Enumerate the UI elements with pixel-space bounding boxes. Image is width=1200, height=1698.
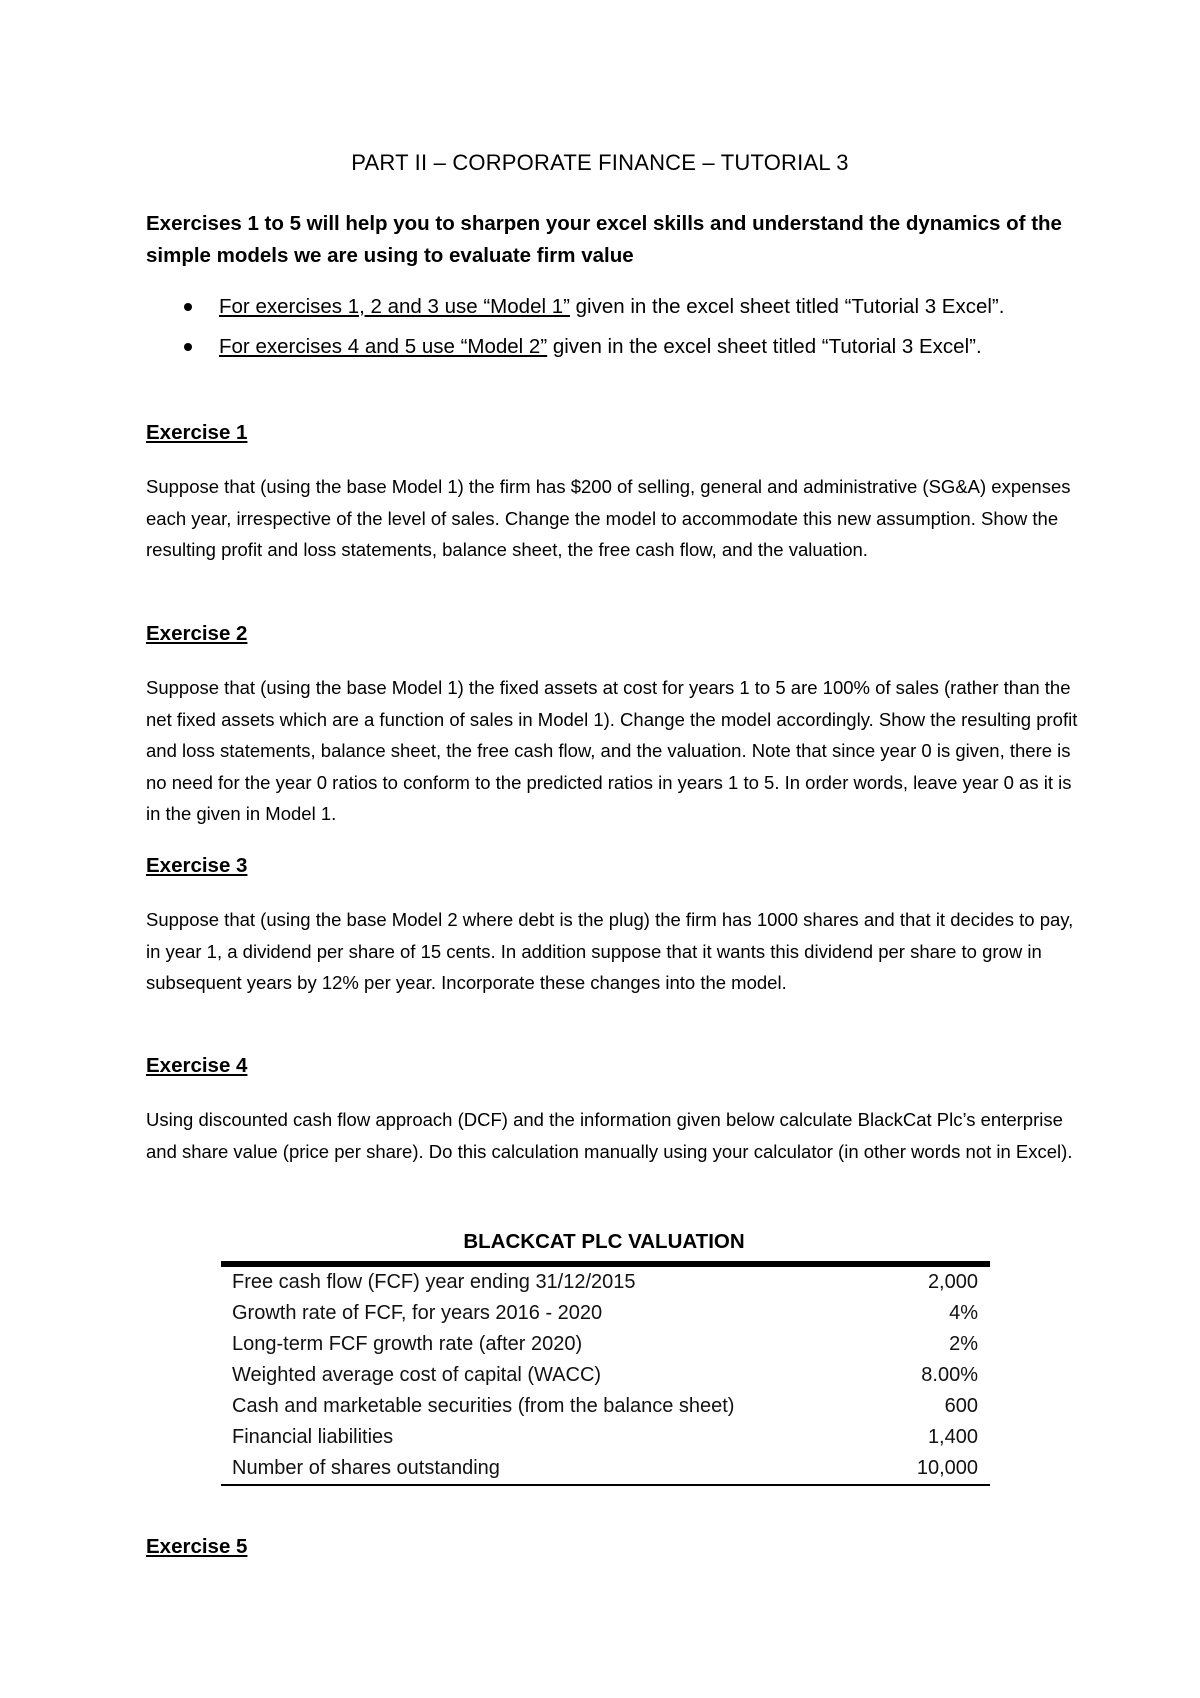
- instruction-list: [146, 291, 1076, 371]
- table-row: [221, 1267, 990, 1298]
- table-row: [221, 1391, 990, 1422]
- row-label: Number of shares outstanding: [232, 1457, 500, 1479]
- exercise-5-heading: Exercise 5: [146, 1535, 248, 1558]
- bullet-icon: [184, 303, 192, 311]
- row-value: 4%: [949, 1302, 978, 1324]
- row-value: 600: [944, 1395, 978, 1417]
- instruction-underlined: For exercises 1, 2 and 3 use “Model 1”: [219, 295, 570, 318]
- exercise-4-text: Using discounted cash flow approach (DCF) and the information given below calculate BlackCat Plc’s enterprise and share value (price per share). Do this calculation manually using your calculator (in other words not in Excel).: [146, 1109, 1073, 1162]
- instruction-rest: given in the excel sheet titled “Tutorial 3 Excel”.: [569, 295, 1005, 318]
- row-label: Long-term FCF growth rate (after 2020): [232, 1333, 583, 1355]
- row-label: Growth rate of FCF, for years 2016 - 2020: [232, 1302, 603, 1324]
- exercise-3-text: Suppose that (using the base Model 2 where debt is the plug) the firm has 1000 shares and that it decides to pay, in year 1, a dividend per share of 15 cents. In addition suppose that it wants this dividend per share to grow in subsequent years by 12% per year. Incorporate these changes into the model.: [146, 909, 1074, 993]
- table-row: [221, 1329, 990, 1360]
- row-value: 10,000: [916, 1457, 978, 1479]
- intro-text: Exercises 1 to 5 will help you to sharpen your excel skills and understand the dynamics of the simple models we are using to evaluate firm value: [146, 212, 1062, 267]
- instruction-item: [146, 291, 1076, 323]
- exercise-1-heading: Exercise 1: [146, 421, 248, 444]
- exercise-2-heading: Exercise 2: [146, 622, 248, 645]
- row-value: 2%: [949, 1333, 978, 1355]
- table-row: [221, 1360, 990, 1391]
- row-value: 1,400: [927, 1426, 978, 1448]
- row-value: 2,000: [927, 1271, 978, 1293]
- exercise-4-heading: Exercise 4: [146, 1054, 248, 1077]
- exercise-3-heading: Exercise 3: [146, 854, 248, 877]
- row-label: Financial liabilities: [232, 1426, 394, 1448]
- exercise-2-text: Suppose that (using the base Model 1) the fixed assets at cost for years 1 to 5 are 100% of sales (rather than the net fixed assets which are a function of sales in Model 1). Change the model accordingly. Show the resulting profit and loss statements, balance sheet, the free cash flow, and the valuation. Note that since year 0 is given, there is no need for the year 0 ratios to conform to the predicted ratios in years 1 to 5. In order words, leave year 0 as it is in the given in Model 1.: [146, 677, 1078, 824]
- table-row: [221, 1422, 990, 1453]
- bullet-icon: [184, 343, 192, 351]
- valuation-table: [221, 1261, 990, 1486]
- row-label: Cash and marketable securities (from the balance sheet): [232, 1395, 735, 1417]
- table-row: [221, 1453, 990, 1486]
- page-title: PART II – CORPORATE FINANCE – TUTORIAL 3: [351, 150, 849, 175]
- row-value: 8.00%: [921, 1364, 978, 1386]
- table-row: [221, 1298, 990, 1329]
- row-label: Free cash flow (FCF) year ending 31/12/2015: [232, 1271, 636, 1293]
- instruction-underlined: For exercises 4 and 5 use “Model 2”: [219, 335, 548, 358]
- exercise-1-text: Suppose that (using the base Model 1) the firm has $200 of selling, general and administrative (SG&A) expenses each year, irrespective of the level of sales. Change the model to accommodate this new assumption. Show the resulting profit and loss statements, balance sheet, the free cash flow, and the valuation.: [146, 476, 1071, 560]
- instruction-item: [146, 331, 1076, 363]
- instruction-rest: given in the excel sheet titled “Tutorial 3 Excel”.: [547, 335, 982, 358]
- valuation-table-title: BLACKCAT PLC VALUATION: [463, 1230, 745, 1253]
- row-label: Weighted average cost of capital (WACC): [232, 1364, 602, 1386]
